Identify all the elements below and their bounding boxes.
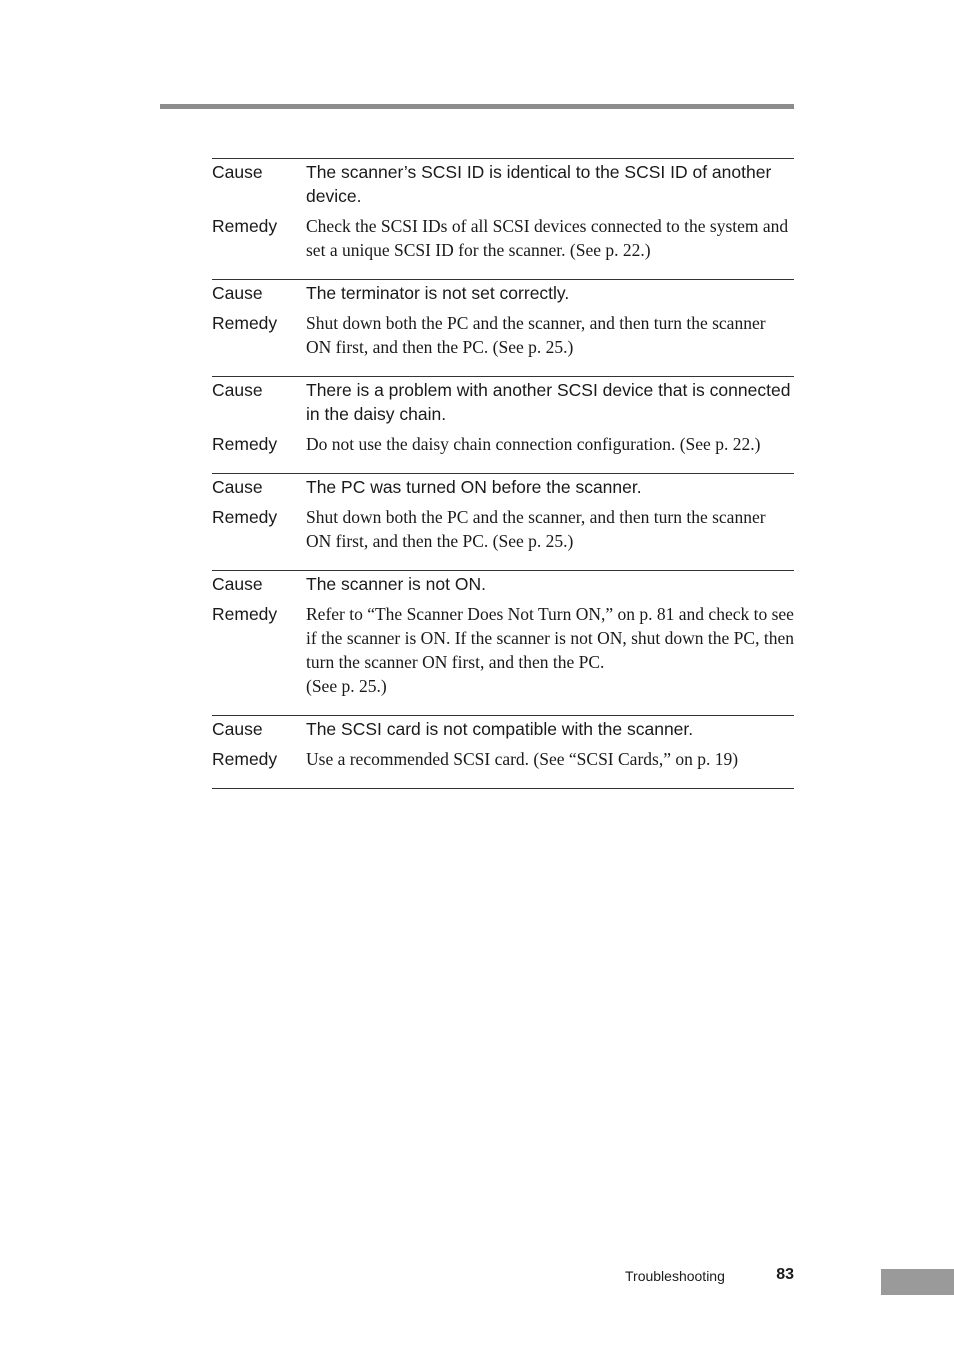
cause-row: [212, 717, 794, 741]
footer-tab-marker: [881, 1269, 954, 1295]
remedy-text: Shut down both the PC and the scanner, and then turn the scanner ON first, and then the PC. (See p. 25.): [306, 313, 766, 357]
remedy-row: [212, 432, 794, 456]
footer-section-title: Troubleshooting: [625, 1268, 725, 1284]
remedy-row: [212, 747, 794, 771]
remedy-row: [212, 602, 794, 698]
cause-row: [212, 160, 794, 208]
cause-label: Cause: [212, 380, 263, 400]
remedy-label: Remedy: [212, 434, 278, 454]
cause-text: There is a problem with another SCSI device that is connected in the daisy chain.: [306, 380, 791, 424]
troubleshooting-table: [212, 158, 794, 789]
remedy-text: Do not use the daisy chain connection configuration. (See p. 22.): [306, 434, 761, 454]
entry-terminator: [212, 279, 794, 376]
cause-row: [212, 572, 794, 596]
cause-label: Cause: [212, 162, 263, 182]
cause-label: Cause: [212, 574, 263, 594]
cause-label: Cause: [212, 477, 263, 497]
cause-text: The PC was turned ON before the scanner.: [306, 477, 642, 497]
remedy-row: [212, 505, 794, 553]
remedy-row: [212, 214, 794, 262]
entry-daisy-chain: [212, 376, 794, 473]
remedy-label: Remedy: [212, 749, 278, 769]
cause-row: [212, 281, 794, 305]
cause-text: The terminator is not set correctly.: [306, 283, 570, 303]
cause-text: The scanner’s SCSI ID is identical to the SCSI ID of another device.: [306, 162, 772, 206]
cause-text: The scanner is not ON.: [306, 574, 486, 594]
page-number: 83: [776, 1266, 794, 1283]
remedy-text: Refer to “The Scanner Does Not Turn ON,” on p. 81 and check to see if the scanner is ON. If the scanner is not ON, shut down the PC, then turn the scanner ON first, and then the PC. (See p. 25.): [306, 604, 794, 696]
cause-row: [212, 378, 794, 426]
entry-pc-order: [212, 473, 794, 570]
remedy-text: Check the SCSI IDs of all SCSI devices connected to the system and set a unique SCSI ID for the scanner. (See p. 22.): [306, 216, 789, 260]
cause-text: The SCSI card is not compatible with the scanner.: [306, 719, 694, 739]
entry-scsi-id: [212, 158, 794, 279]
cause-label: Cause: [212, 719, 263, 739]
remedy-label: Remedy: [212, 216, 278, 236]
entry-scanner-off: [212, 570, 794, 715]
remedy-text: Use a recommended SCSI card. (See “SCSI Cards,” on p. 19): [306, 749, 739, 769]
remedy-label: Remedy: [212, 507, 278, 527]
cause-row: [212, 475, 794, 499]
remedy-label: Remedy: [212, 313, 278, 333]
entry-scsi-card: [212, 715, 794, 789]
cause-label: Cause: [212, 283, 263, 303]
remedy-row: [212, 311, 794, 359]
header-rule: [160, 104, 794, 109]
remedy-label: Remedy: [212, 604, 278, 624]
remedy-text: Shut down both the PC and the scanner, and then turn the scanner ON first, and then the PC. (See p. 25.): [306, 507, 766, 551]
